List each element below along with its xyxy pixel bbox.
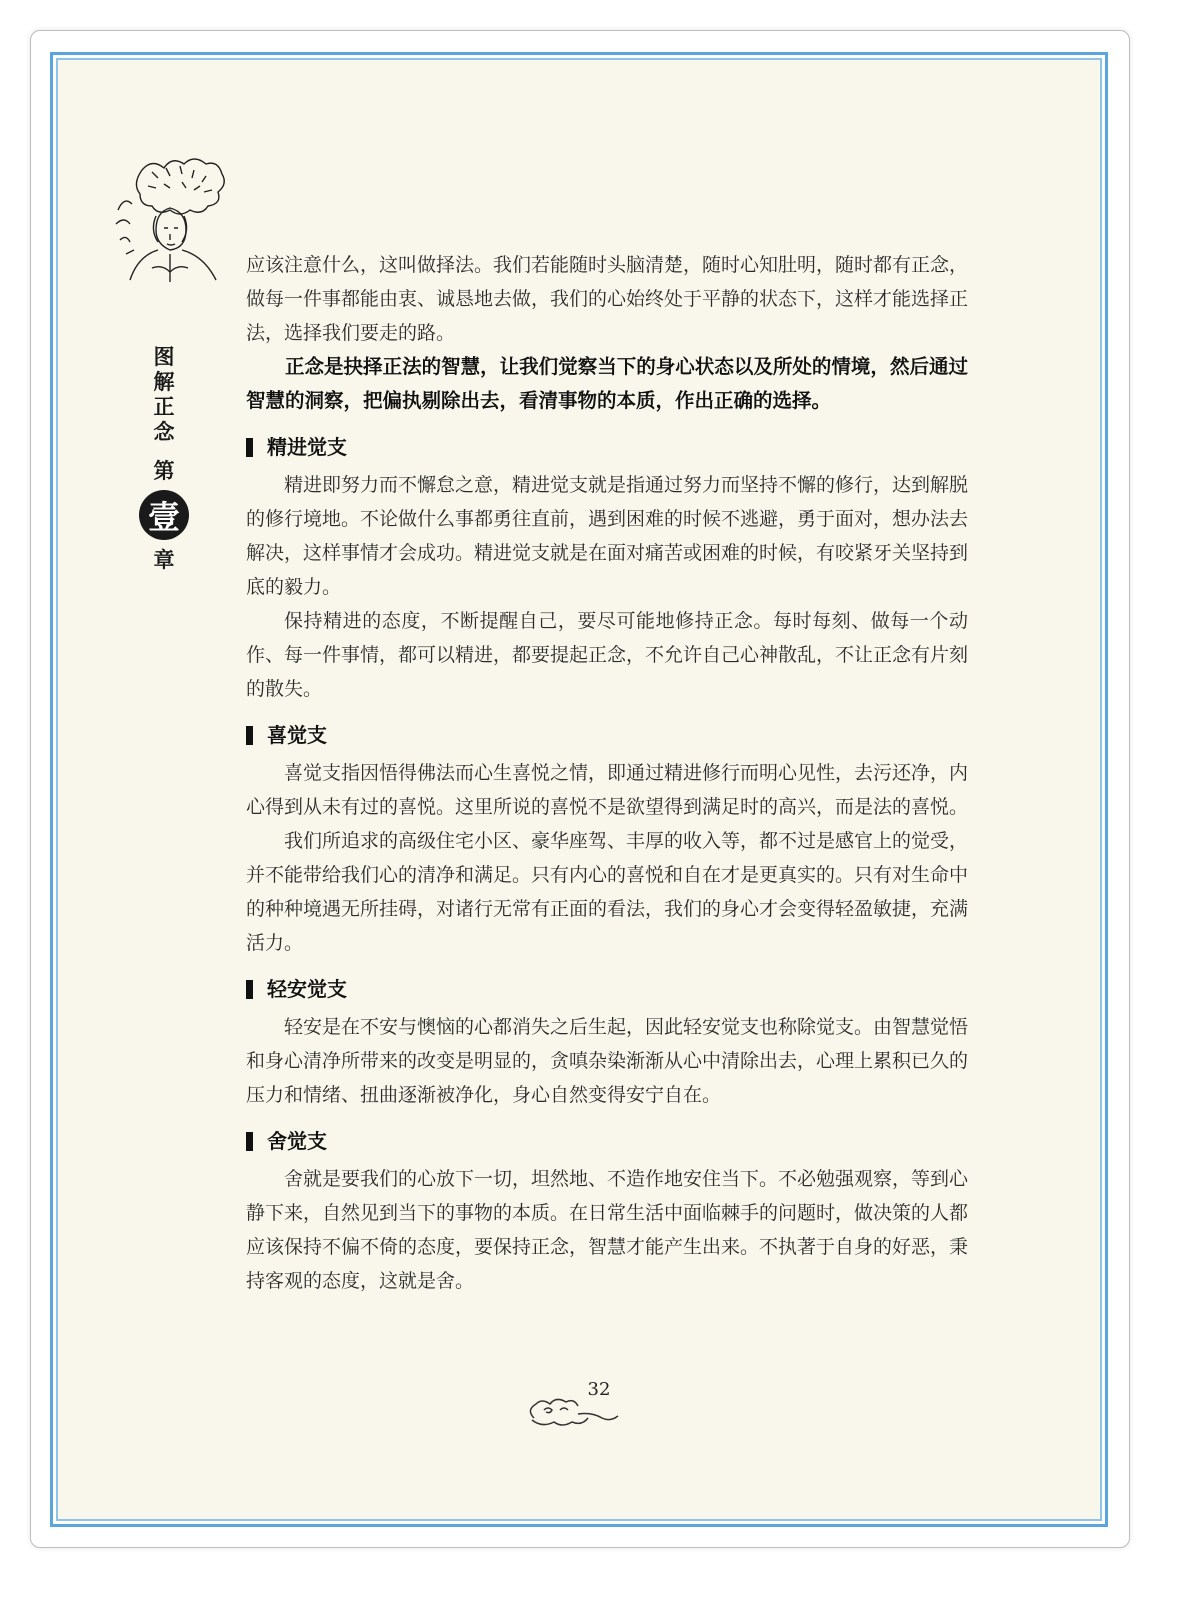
section-heading [246, 1124, 968, 1158]
page-number: 32 [587, 1379, 611, 1400]
section-heading-text: 轻安觉支 [267, 977, 347, 1001]
heading-bar-icon [246, 726, 253, 745]
side-title-char: 念 [153, 420, 175, 444]
heading-bar-icon [246, 980, 253, 999]
section-heading [246, 972, 968, 1006]
heading-bar-icon [246, 438, 253, 457]
body-paragraph: 精进即努力而不懈怠之意，精进觉支就是指通过努力而坚持不懈的修行，达到解脱的修行境地。不论做什么事都勇往直前，遇到困难的时候不逃避，勇于面对，想办法去解决，这样事情才会成功。精进觉支就是在面对痛苦或困难的时候，有咬紧牙关坚持到底的毅力。 [246, 474, 969, 598]
section-heading [246, 718, 968, 752]
body-paragraph: 舍就是要我们的心放下一切，坦然地、不造作地安住当下。不必勉强观察，等到心静下来，自然见到当下的事物的本质。在日常生活中面临棘手的问题时，做决策的人都应该保持不偏不倚的态度，要保持正念，智慧才能产生出来。不执著于自身的好恶，秉持客观的态度，这就是舍。 [246, 1168, 969, 1292]
side-title-char: 正 [153, 395, 175, 419]
cloud-ornament-icon [524, 1392, 620, 1430]
body-paragraph: 保持精进的态度，不断提醒自己，要尽可能地修持正念。每时每刻、做每一个动作、每一件事情，都可以精进，都要提起正念，不允许自己心神散乱，不让正念有片刻的散失。 [246, 610, 969, 700]
heading-bar-icon [246, 1132, 253, 1151]
section-heading-text: 精进觉支 [267, 435, 347, 459]
body-paragraph: 我们所追求的高级住宅小区、豪华座驾、丰厚的收入等，都不过是感官上的觉受，并不能带给我们心的清净和满足。只有内心的喜悦和自在才是更真实的。只有对生命中的种种境遇无所挂碍，对诸行无常有正面的看法，我们的身心才会变得轻盈敏捷，充满活力。 [246, 830, 969, 954]
chapter-suffix: 章 [153, 548, 175, 572]
side-title-char: 图 [153, 345, 175, 369]
chapter-prefix: 第 [153, 459, 175, 483]
section-heading-text: 喜觉支 [267, 723, 327, 747]
page-body [246, 248, 968, 1298]
chapter-side-label [140, 345, 188, 573]
monk-portrait-illustration [112, 150, 232, 285]
intro-summary-bold: 正念是抉择正法的智慧，让我们觉察当下的身心状态以及所处的情境，然后通过智慧的洞察，把偏执剔除出去，看清事物的本质，作出正确的选择。 [246, 355, 968, 412]
body-paragraph: 轻安是在不安与懊恼的心都消失之后生起，因此轻安觉支也称除觉支。由智慧觉悟和身心清净所带来的改变是明显的，贪嗔杂染渐渐从心中清除出去，心理上累积已久的压力和情绪、扭曲逐渐被净化，身心自然变得安宁自在。 [246, 1016, 969, 1106]
intro-paragraph: 应该注意什么，这叫做择法。我们若能随时头脑清楚，随时心知肚明，随时都有正念，做每一件事都能由衷、诚恳地去做，我们的心始终处于平静的状态下，这样才能选择正法，选择我们要走的路。 [246, 254, 969, 344]
section-heading [246, 430, 968, 464]
body-paragraph: 喜觉支指因悟得佛法而心生喜悦之情，即通过精进修行而明心见性，去污还净，内心得到从未有过的喜悦。这里所说的喜悦不是欲望得到满足时的高兴，而是法的喜悦。 [246, 762, 969, 818]
chapter-number-badge: 壹 [139, 490, 189, 540]
section-heading-text: 舍觉支 [267, 1129, 327, 1153]
side-title-char: 解 [153, 370, 175, 394]
